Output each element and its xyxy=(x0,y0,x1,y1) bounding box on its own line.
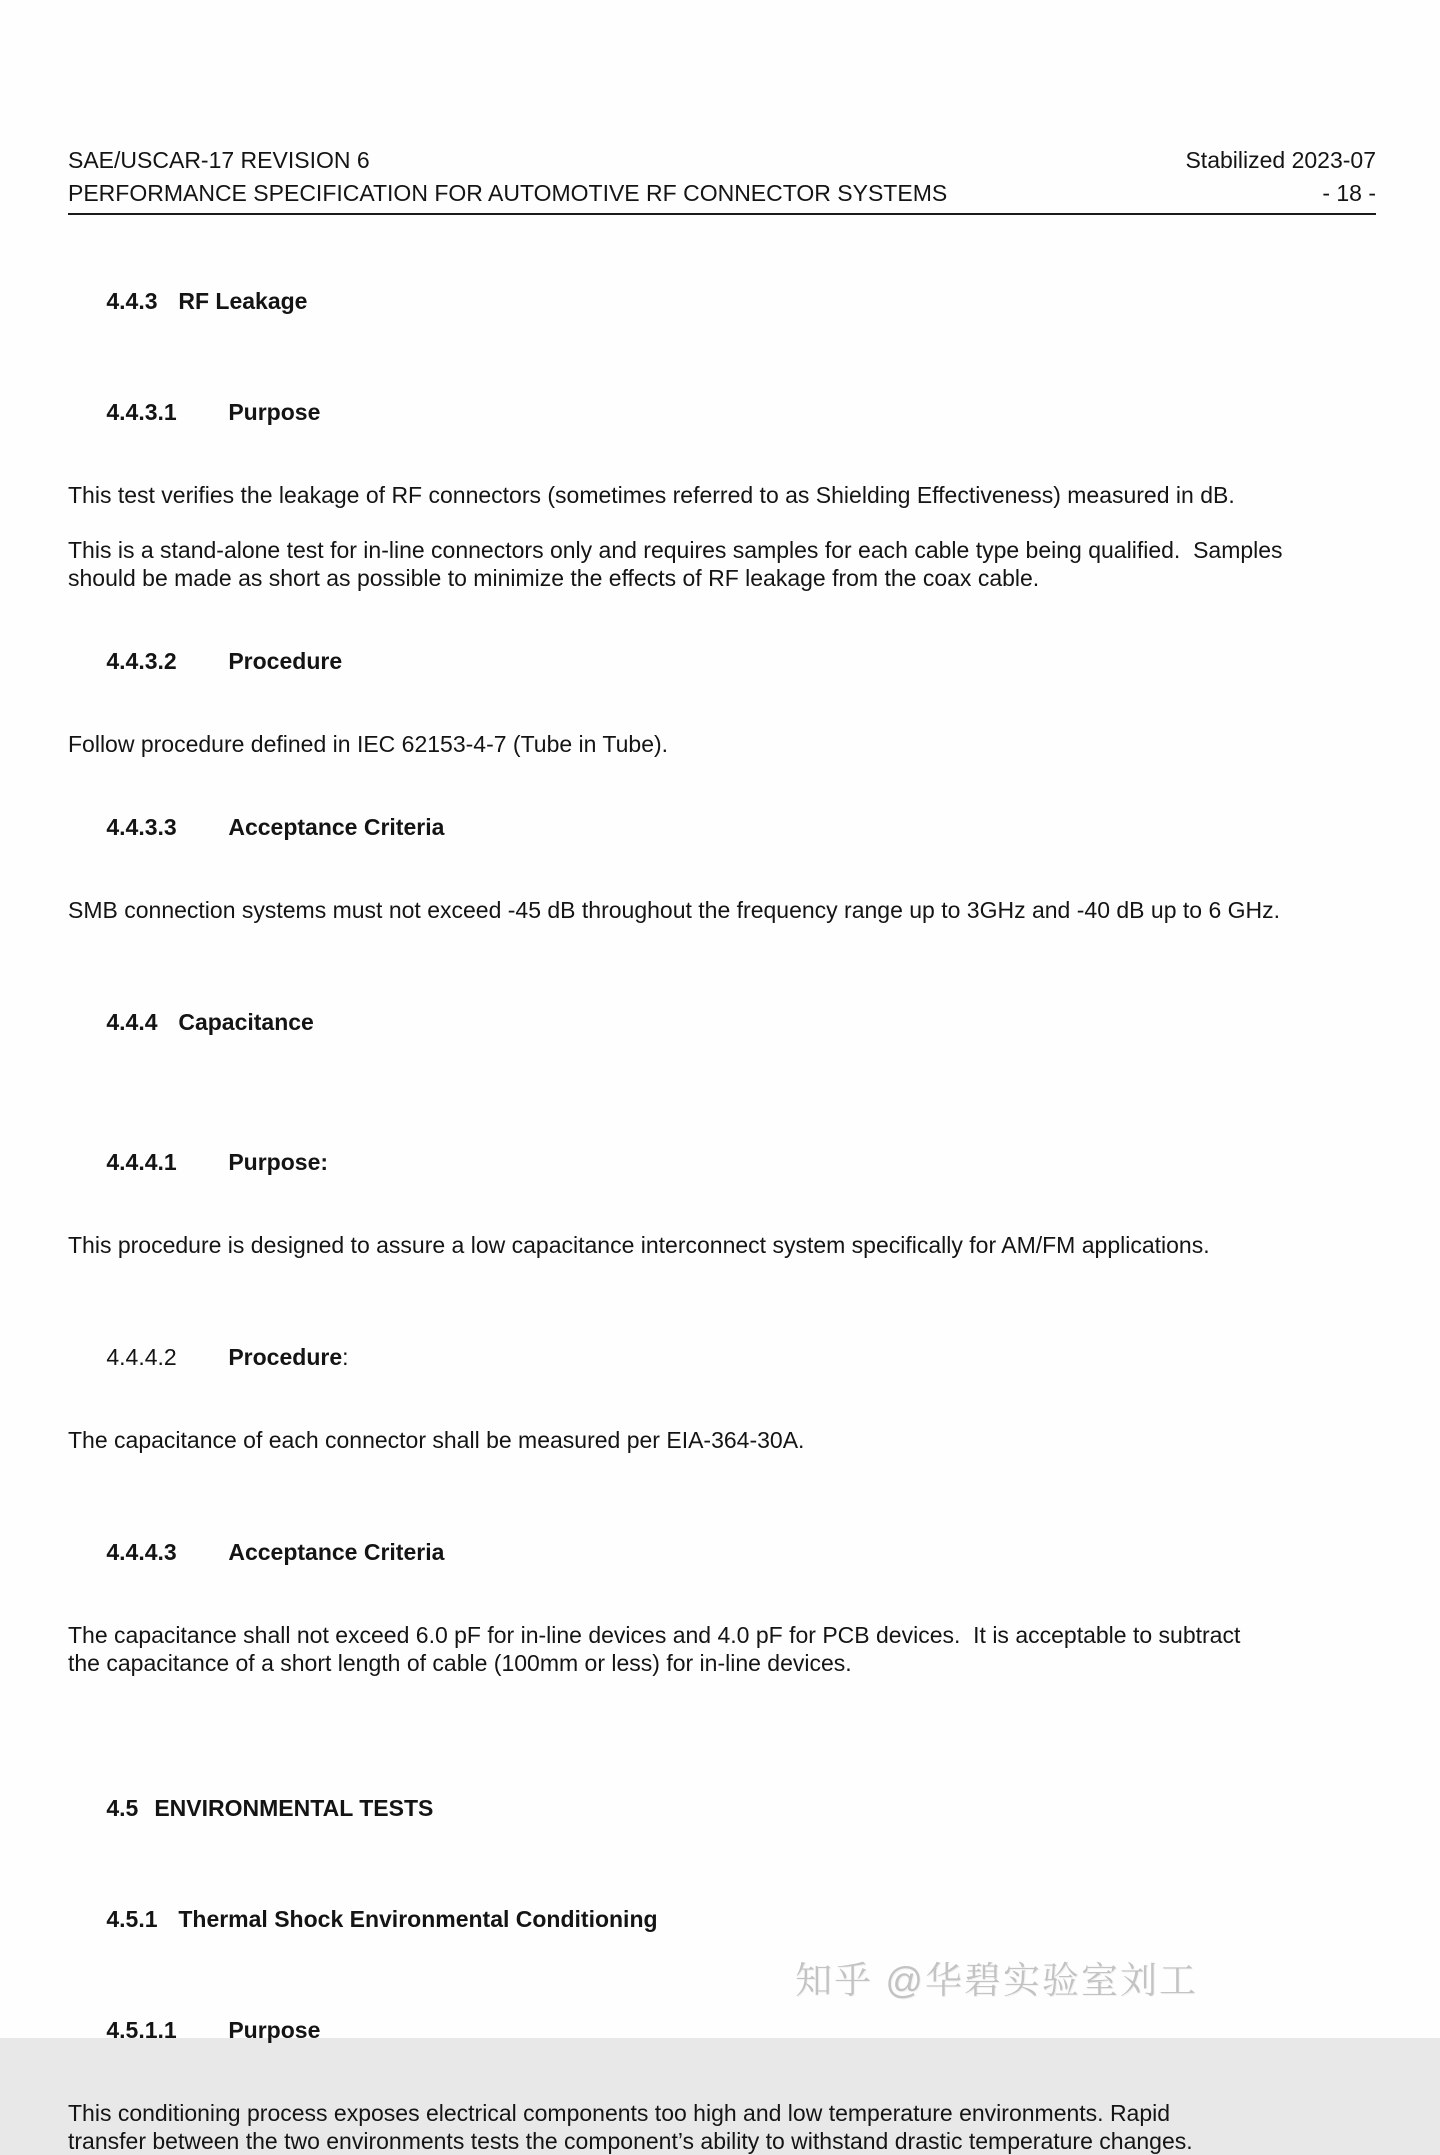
paragraph-line: This procedure is designed to assure a low capacitance interconnect system specifically for AM/FM applications. xyxy=(68,1232,1210,1258)
header-line-1 xyxy=(68,146,1376,174)
paragraph-line: Follow procedure defined in IEC 62153-4-7 (Tube in Tube). xyxy=(68,731,669,757)
paragraph-line: the capacitance of a short length of cable (100mm or less) for in-line devices. xyxy=(68,1650,852,1676)
heading-4-4-3 xyxy=(68,259,1376,343)
paragraph-line: The capacitance shall not exceed 6.0 pF for in-line devices and 4.0 pF for PCB devices. It is acceptable to subtract xyxy=(68,1622,1241,1648)
heading-4-4-4-1 xyxy=(68,1120,1376,1204)
section-number: 4.4.3.2 xyxy=(106,648,177,674)
paragraph-line: transfer between the two environments tests the component’s ability to withstand drastic temperature changes. xyxy=(68,2128,1193,2154)
section-title-suffix: : xyxy=(342,1344,349,1370)
section-title: Capacitance xyxy=(178,1009,314,1035)
section-number: 4.5.1.1 xyxy=(106,2017,177,2043)
paragraph-capacitance-procedure xyxy=(68,1426,1376,1454)
section-number: 4.4.4.3 xyxy=(106,1539,177,1565)
section-title: RF Leakage xyxy=(178,288,308,314)
section-number: 4.4.3 xyxy=(106,288,158,314)
heading-4-4-3-2 xyxy=(68,619,1376,703)
page-header xyxy=(68,0,1376,215)
heading-4-5 xyxy=(68,1766,1376,1850)
section-title: Acceptance Criteria xyxy=(228,1539,445,1565)
section-title: Purpose: xyxy=(228,1149,329,1175)
section-number: 4.5.1 xyxy=(106,1906,158,1932)
heading-4-4-3-1 xyxy=(68,370,1376,454)
paragraph-line: This is a stand-alone test for in-line connectors only and requires samples for each cable type being qualified. Samples xyxy=(68,537,1283,563)
spec-title: PERFORMANCE SPECIFICATION FOR AUTOMOTIVE RF CONNECTOR SYSTEMS xyxy=(68,180,948,206)
document-title: SAE/USCAR-17 REVISION 6 xyxy=(68,147,370,173)
paragraph-capacitance-acceptance xyxy=(68,1621,1376,1677)
section-number: 4.5 xyxy=(106,1795,139,1821)
section-title: ENVIRONMENTAL TESTS xyxy=(154,1795,434,1821)
paragraph-line: The capacitance of each connector shall be measured per EIA-364-30A. xyxy=(68,1427,805,1453)
section-title: Purpose xyxy=(228,399,321,425)
section-title: Acceptance Criteria xyxy=(228,814,445,840)
paragraph-rf-leakage-samples xyxy=(68,536,1376,592)
section-title: Thermal Shock Environmental Conditioning xyxy=(178,1906,658,1932)
page-content xyxy=(68,0,1376,2155)
section-title: Procedure xyxy=(228,1344,343,1370)
section-number: 4.4.4 xyxy=(106,1009,158,1035)
paragraph-line: This test verifies the leakage of RF connectors (sometimes referred to as Shielding Effectiveness) measured in dB. xyxy=(68,482,1235,508)
paragraph-rf-leakage-acceptance xyxy=(68,896,1376,924)
section-number: 4.4.4.2 xyxy=(106,1344,177,1370)
section-title: Purpose xyxy=(228,2017,321,2043)
page-number: - 18 - xyxy=(1322,180,1376,206)
header-line-2 xyxy=(68,179,1376,215)
paragraph-rf-leakage-procedure xyxy=(68,730,1376,758)
paragraph-line: This conditioning process exposes electrical components too high and low temperature environments. Rapid xyxy=(68,2100,1171,2126)
paragraph-capacitance-purpose xyxy=(68,1231,1376,1259)
paragraph-line: SMB connection systems must not exceed -45 dB throughout the frequency range up to 3GHz and -40 dB up to 6 GHz. xyxy=(68,897,1281,923)
watermark: 知乎 @华碧实验室刘工 xyxy=(795,1960,1198,2001)
section-number: 4.4.3.3 xyxy=(106,814,177,840)
stabilized-date: Stabilized 2023-07 xyxy=(1185,147,1376,173)
section-title: Procedure xyxy=(228,648,343,674)
paragraph-line: should be made as short as possible to minimize the effects of RF leakage from the coax cable. xyxy=(68,565,1040,591)
section-number: 4.4.3.1 xyxy=(106,399,177,425)
heading-4-4-4-3 xyxy=(68,1510,1376,1594)
paragraph-rf-leakage-purpose xyxy=(68,481,1376,509)
section-number: 4.4.4.1 xyxy=(106,1149,177,1175)
heading-4-4-4 xyxy=(68,980,1376,1064)
paragraph-thermal-shock-purpose xyxy=(68,2099,1376,2155)
heading-4-5-1 xyxy=(68,1877,1376,1961)
heading-4-4-4-2 xyxy=(68,1315,1376,1399)
heading-4-4-3-3 xyxy=(68,785,1376,869)
